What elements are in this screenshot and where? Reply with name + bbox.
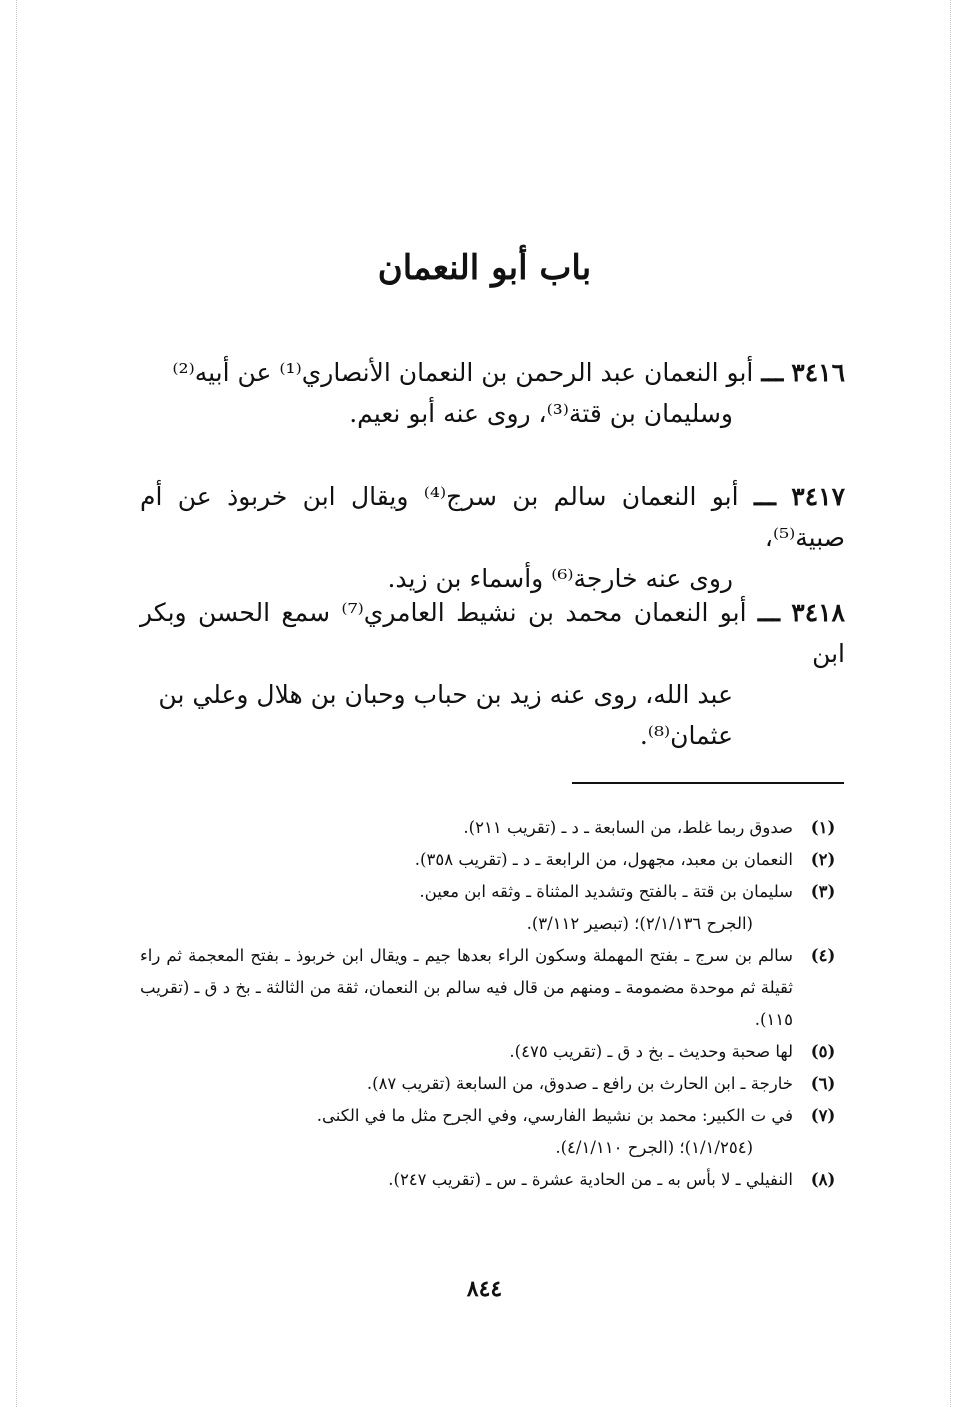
entry-text: أبو النعمان عبد الرحمن بن النعمان الأنصاري⁽¹⁾ عن أبيه⁽²⁾ — [172, 358, 754, 387]
page-number: ٨٤٤ — [466, 1276, 503, 1302]
entry-continuation: وسليمان بن قتة⁽³⁾، روى عنه أبو نعيم. — [349, 399, 733, 428]
chapter-title: باب أبو النعمان — [377, 248, 592, 288]
footnote-text: لها صحبة وحديث ـ بخ د ق ـ (تقريب ٤٧٥). — [509, 1042, 793, 1061]
footnotes — [140, 812, 845, 1196]
footnote-text: صدوق ربما غلط، من السابعة ـ د ـ (تقريب ٢١١). — [463, 818, 793, 837]
footnote-text: سليمان بن قتة ـ بالفتح وتشديد المثناة ـ وثقه ابن معين. — [419, 882, 793, 901]
footnote-number: (٣) — [810, 882, 836, 901]
footnote-text: سالم بن سرج ـ بفتح المهملة وسكون الراء بعدها جيم ـ ويقال ابن خربوذ ـ بفتح المعجمة ثم راء ثقيلة ثم موحدة مضمومة ـ ومنهم من قال فيه سالم بن النعمان، ثقة من الثالثة ـ بخ د ق ـ (تقريب ١١٥). — [140, 946, 793, 1029]
footnote — [140, 940, 845, 1036]
entry-number: ٣٤١٦ — [791, 358, 845, 387]
footnote-text: النعمان بن معبد، مجهول، من الرابعة ـ د ـ (تقريب ٣٥٨). — [414, 850, 793, 869]
entry — [140, 592, 845, 756]
footnote-separator — [572, 782, 844, 784]
footnote-number: (٧) — [810, 1106, 836, 1125]
footnote-number: (٨) — [810, 1170, 836, 1189]
entry-text: أبو النعمان محمد بن نشيط العامري⁽⁷⁾ سمع الحسن وبكر ابن — [140, 598, 845, 668]
entry-dash: ـــ — [757, 598, 780, 627]
footnote-number: (٢) — [810, 850, 836, 869]
entry — [140, 476, 845, 599]
entry-dash: ـــ — [761, 358, 784, 387]
entry-text: أبو النعمان سالم بن سرج⁽⁴⁾ ويقال ابن خربوذ عن أم صبية⁽⁵⁾، — [140, 482, 845, 552]
footnote — [140, 1036, 845, 1068]
footnote-text-line2: (الجرح ٢/١/١٣٦)؛ (تبصير ٣/١١٢). — [526, 914, 753, 933]
entry-continuation-2: عثمان⁽⁸⁾. — [639, 721, 733, 750]
footnote-text: النفيلي ـ لا بأس به ـ من الحادية عشرة ـ س ـ (تقريب ٢٤٧). — [388, 1170, 793, 1189]
footnote-number: (٦) — [810, 1074, 836, 1093]
footnote-number: (١) — [810, 818, 836, 837]
entry-number: ٣٤١٨ — [791, 598, 845, 627]
entry-dash: ـــ — [753, 482, 776, 511]
footnote-number: (٤) — [810, 946, 836, 965]
footnote — [140, 876, 845, 940]
entry-continuation: عبد الله، روى عنه زيد بن حباب وحبان بن هلال وعلي بن — [158, 680, 733, 709]
footnote-text: خارجة ـ ابن الحارث بن رافع ـ صدوق، من السابعة (تقريب ٨٧). — [366, 1074, 793, 1093]
entry — [140, 352, 845, 434]
footnote-text-line2: (١/١/٢٥٤)؛ (الجرح ٤/١/١١٠). — [555, 1138, 753, 1157]
scan-edge-left — [16, 0, 17, 1407]
entry-number: ٣٤١٧ — [791, 482, 845, 511]
footnote — [140, 1164, 845, 1196]
scan-edge-right — [950, 0, 951, 1407]
footnote-text: في ت الكبير: محمد بن نشيط الفارسي، وفي الجرح مثل ما في الكنى. — [316, 1106, 793, 1125]
footnote — [140, 1100, 845, 1164]
footnote — [140, 1068, 845, 1100]
footnote-number: (٥) — [810, 1042, 836, 1061]
entry-continuation: روى عنه خارجة⁽⁶⁾ وأسماء بن زيد. — [387, 564, 733, 593]
footnote — [140, 844, 845, 876]
footnote — [140, 812, 845, 844]
